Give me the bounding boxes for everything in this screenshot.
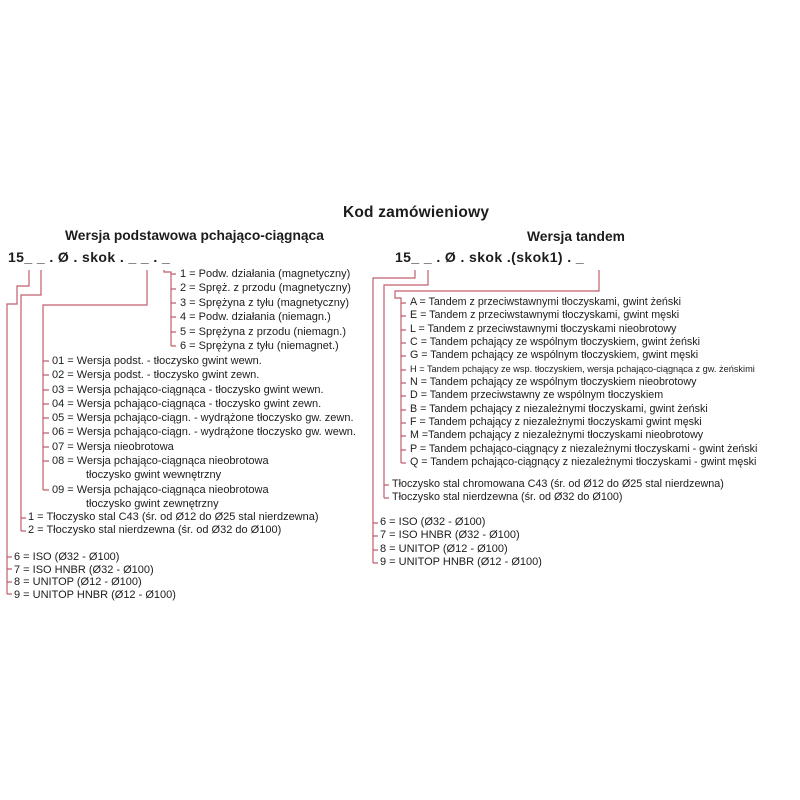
basic-version-code: 15_ _ . Ø . skok . _ _ . _ (8, 249, 171, 265)
list-item: tłoczysko gwint zewnętrzny (86, 497, 219, 510)
tandem-version-header: Wersja tandem (527, 229, 625, 244)
list-item: 8 = UNITOP (Ø12 - Ø100) (14, 576, 142, 588)
list-item: 5 = Sprężyna z przodu (niemagn.) (180, 325, 347, 338)
list-item: G = Tandem pchający ze wspólnym tłoczyskiem, gwint męski (410, 349, 699, 362)
list-item: 3 = Sprężyna z tyłu (magnetyczny) (180, 296, 350, 309)
connector-left-series (7, 270, 29, 594)
list-item: N = Tandem pchający ze wspólnym tłoczyskiem nieobrotowy (410, 376, 697, 389)
rod-material-list-right (392, 478, 724, 504)
list-item: 07 = Wersja nieobrotowa (52, 440, 174, 453)
list-item: M =Tandem pchający z niezależnymi tłoczyskami nieobrotowy (410, 429, 704, 442)
list-item: L = Tandem z przeciwstawnymi tłoczyskami nieobrotowy (410, 322, 677, 335)
list-item: 7 = ISO HNBR (Ø32 - Ø100) (14, 563, 154, 576)
list-item: 2 = Spręż. z przodu (magnetyczny) (180, 282, 351, 295)
list-item: P = Tandem pchająco-ciągnący z niezależnymi tłoczyskami - gwint żeński (410, 442, 758, 455)
list-item: 9 = UNITOP HNBR (Ø12 - Ø100) (380, 555, 542, 568)
version-list (52, 354, 356, 511)
list-item: 2 = Tłoczysko stal nierdzewna (śr. od Ø32 do Ø100) (28, 524, 282, 537)
basic-version-header: Wersja podstawowa pchająco-ciągnąca (65, 228, 324, 243)
list-item: 1 = Tłoczysko stal C43 (śr. od Ø12 do Ø25 stal nierdzewna) (28, 511, 319, 523)
list-item: 04 = Wersja pchająco-ciągnąca - tłoczysko gwint zewn. (52, 397, 322, 410)
list-item: Q = Tandem pchająco-ciągnący z niezależnymi tłoczyskami - gwint męski (410, 456, 757, 469)
list-item: Tłoczysko stal chromowana C43 (śr. od Ø12 do Ø25 stal nierdzewna) (392, 478, 724, 490)
list-item: tłoczysko gwint wewnętrzny (86, 469, 222, 482)
list-item: C = Tandem pchający ze wspólnym tłoczyskiem, gwint żeński (410, 336, 700, 349)
list-item: 9 = UNITOP HNBR (Ø12 - Ø100) (14, 588, 176, 601)
list-item: 1 = Podw. działania (magnetyczny) (180, 268, 351, 280)
list-item: H = Tandem pchający ze wsp. tłoczyskiem, wersja pchająco-ciągnąca z gw. żeńskimi (410, 363, 755, 374)
list-item: D = Tandem przeciwstawny ze wspólnym tłoczyskiem (410, 389, 664, 402)
tandem-version-code: 15_ _ . Ø . skok .(skok1) . _ (395, 249, 585, 265)
series-list-right (380, 516, 542, 569)
spring-type-list (180, 267, 351, 353)
list-item: 02 = Wersja podst. - tłoczysko gwint zewn. (52, 369, 260, 382)
list-item: 8 = UNITOP (Ø12 - Ø100) (380, 542, 508, 555)
list-item: 09 = Wersja pchająco-ciągnąca nieobrotowa (52, 483, 269, 496)
list-item: 08 = Wersja pchająco-ciągnąca nieobrotowa (52, 455, 269, 468)
tandem-type-list (410, 296, 757, 469)
list-item: 6 = ISO (Ø32 - Ø100) (380, 516, 486, 528)
connector-left-spring (164, 270, 176, 346)
list-item: 4 = Podw. działania (niemagn.) (180, 311, 331, 324)
list-item: A = Tandem z przeciwstawnymi tłoczyskami, gwint żeński (410, 296, 681, 308)
list-item: 7 = ISO HNBR (Ø32 - Ø100) (380, 529, 520, 542)
connector-left-rod (21, 270, 41, 531)
list-item: 06 = Wersja pchająco-ciągn. - wydrążone tłoczysko gw. wewn. (52, 426, 356, 439)
list-item: 6 = Sprężyna z tyłu (niemagnet.) (180, 340, 339, 353)
rod-material-list-left (28, 511, 319, 538)
list-item: E = Tandem z przeciwstawnymi tłoczyskami, gwint męski (410, 309, 680, 322)
page-title: Kod zamówieniowy (343, 204, 490, 221)
list-item: 05 = Wersja pchająco-ciągn. - wydrążone tłoczysko gw. zewn. (52, 412, 354, 425)
series-list-left (14, 551, 176, 601)
list-item: 01 = Wersja podst. - tłoczysko gwint wewn. (52, 355, 262, 367)
list-item: F = Tandem pchający z niezależnymi tłoczyskami gwint męski (410, 416, 702, 429)
list-item: B = Tandem pchający z niezależnymi tłoczyskami, gwint żeński (410, 402, 708, 415)
list-item: 03 = Wersja pchająco-ciągnąca - tłoczysko gwint wewn. (52, 383, 324, 396)
list-item: 6 = ISO (Ø32 - Ø100) (14, 551, 120, 563)
list-item: Tłoczysko stal nierdzewna (śr. od Ø32 do Ø100) (392, 491, 623, 504)
